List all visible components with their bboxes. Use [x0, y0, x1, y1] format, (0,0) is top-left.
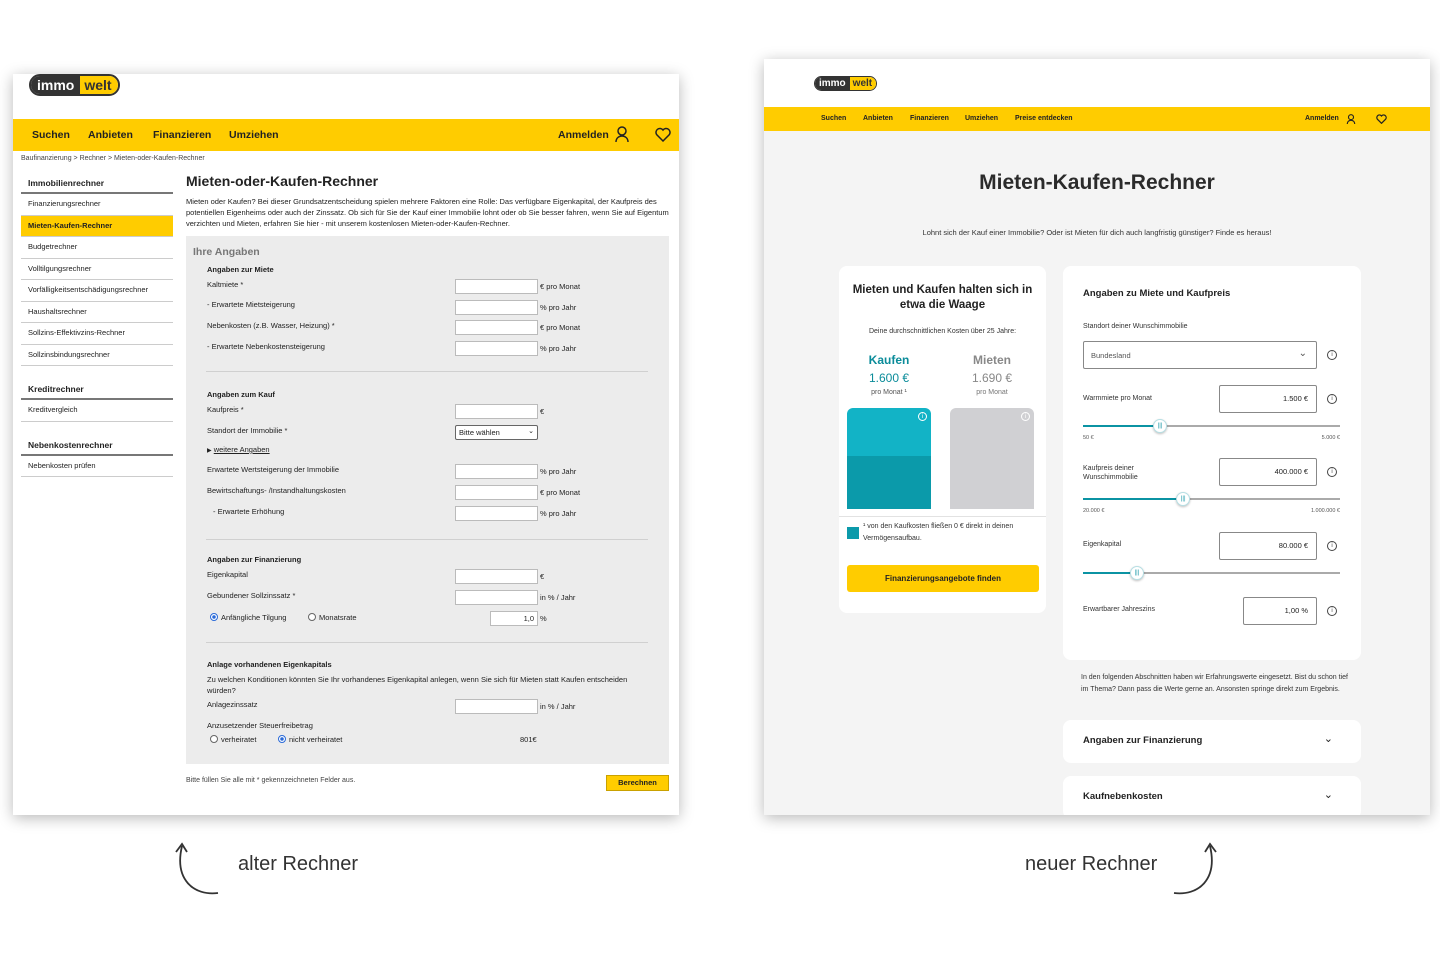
warmmiete-slider-handle[interactable]: |||	[1153, 419, 1167, 433]
unit-label: in % / Jahr	[540, 702, 576, 711]
heart-icon[interactable]	[1376, 114, 1387, 124]
mieten-period: pro Monat	[976, 389, 1008, 396]
unit-label: %	[540, 614, 547, 623]
section-title-miete: Angaben zur Miete	[207, 265, 274, 274]
sidebar-item[interactable]: Haushaltsrechner	[21, 302, 173, 324]
label-bewirtschaftung: Bewirtschaftungs- /Instandhaltungskosten	[207, 486, 346, 495]
label-eigenkapital: Eigenkapital	[1083, 541, 1122, 548]
unit-label: % pro Jahr	[540, 344, 577, 353]
kaufen-bar-bottom	[847, 456, 931, 509]
nav-umziehen[interactable]: Umziehen	[229, 129, 279, 141]
login-link[interactable]: Anmelden	[1305, 115, 1339, 122]
select-value: Bitte wählen	[459, 428, 500, 437]
sidebar-item[interactable]: Kreditvergleich	[21, 400, 173, 422]
label-mietsteigerung: - Erwartete Mietsteigerung	[207, 300, 295, 309]
nebenkostensteigerung-input[interactable]	[455, 341, 538, 356]
caption-old: alter Rechner	[238, 853, 359, 875]
radio-tilgung[interactable]	[210, 613, 286, 622]
divider	[206, 539, 648, 540]
sidebar-item[interactable]: Finanzierungsrechner	[21, 194, 173, 216]
main-nav	[13, 119, 679, 151]
label-nebenkosten: Nebenkosten (z.B. Wasser, Heizung) *	[207, 321, 335, 330]
logo-left: immo	[815, 77, 850, 90]
label-kaufpreis: Kaufpreis *	[207, 405, 244, 414]
calculate-button[interactable]: Berechnen	[606, 775, 669, 791]
unit-label: €	[540, 572, 545, 581]
kaufpreis-input[interactable]	[455, 404, 538, 419]
radio-button[interactable]	[308, 613, 316, 621]
accordion-label: Kaufnebenkosten	[1083, 791, 1163, 802]
nav-suchen[interactable]: Suchen	[821, 115, 847, 122]
info-icon[interactable]: i	[1327, 606, 1337, 616]
sidebar-group-title: Immobilienrechner	[21, 174, 173, 194]
unit-label: € pro Monat	[540, 282, 581, 291]
nebenkosten-input[interactable]	[455, 320, 538, 335]
slider-fill	[1083, 425, 1160, 427]
result-card	[839, 266, 1046, 613]
footnote: Bitte füllen Sie alle mit * gekennzeichneten Felder aus.	[186, 777, 356, 784]
erhoehung-input[interactable]	[455, 506, 538, 521]
eigenkapital-slider-handle[interactable]: |||	[1130, 566, 1144, 580]
nav-finanzieren[interactable]: Finanzieren	[910, 115, 949, 122]
radio-button-selected[interactable]	[210, 613, 218, 621]
sidebar-item[interactable]: Nebenkosten prüfen	[21, 456, 173, 478]
immowelt-logo[interactable]	[814, 76, 877, 91]
unit-label: € pro Monat	[540, 323, 581, 332]
label-sollzins: Gebundener Sollzinssatz *	[207, 591, 296, 600]
warmmiete-input[interactable]: 1.500 €	[1219, 385, 1317, 413]
user-icon[interactable]	[614, 125, 630, 143]
info-icon[interactable]: i	[1327, 350, 1337, 360]
unit-label: €	[540, 407, 545, 416]
unit-label: % pro Jahr	[540, 467, 577, 476]
bewirtschaftung-input[interactable]	[455, 485, 538, 500]
mieten-bar[interactable]	[950, 408, 1034, 509]
info-icon[interactable]: i	[1327, 541, 1337, 551]
info-icon[interactable]: i	[1327, 394, 1337, 404]
select-value: Bundesland	[1091, 351, 1131, 360]
wertsteigerung-input[interactable]	[455, 464, 538, 479]
legend-swatch	[847, 527, 859, 539]
radio-monatsrate[interactable]	[308, 613, 357, 622]
label-anlagezins: Anlagezinssatz	[207, 700, 258, 709]
sidebar-group-title: Nebenkostenrechner	[21, 436, 173, 456]
logo-right: welt	[80, 76, 117, 94]
accordion-kaufnebenkosten[interactable]	[1063, 776, 1361, 815]
slider-min: 20.000 €	[1083, 508, 1105, 514]
slider-fill	[1083, 498, 1183, 500]
eigenkapital-input[interactable]	[455, 569, 538, 584]
unit-label: % pro Jahr	[540, 509, 577, 518]
more-details-toggle[interactable]	[207, 445, 270, 454]
input-card	[1063, 266, 1361, 660]
section-title-finanzierung: Angaben zur Finanzierung	[207, 555, 302, 564]
label-erhoehung: - Erwartete Erhöhung	[213, 507, 285, 516]
nav-finanzieren[interactable]: Finanzieren	[153, 129, 212, 141]
old-calculator-screenshot	[13, 74, 679, 815]
label-steuerfreibetrag: Anzusetzender Steuerfreibetrag	[207, 721, 313, 730]
sidebar-item-active[interactable]: Mieten-Kaufen-Rechner	[21, 216, 173, 238]
kaltmiete-input[interactable]	[455, 279, 538, 294]
nav-suchen[interactable]: Suchen	[32, 129, 70, 141]
divider	[839, 516, 1046, 517]
caption-new: neuer Rechner	[1025, 853, 1158, 875]
chevron-down-icon: ⌄	[1323, 789, 1333, 801]
slider-fill	[1083, 572, 1137, 574]
tilgung-input[interactable]: 1,0	[490, 611, 538, 626]
page-title: Mieten-oder-Kaufen-Rechner	[186, 173, 379, 189]
anlagezins-input[interactable]	[455, 699, 538, 714]
sollzins-input[interactable]	[455, 590, 538, 605]
logo-left: immo	[31, 76, 80, 94]
unit-label: in % / Jahr	[540, 593, 576, 602]
label-standort: Standort deiner Wunschimmobilie	[1083, 323, 1188, 330]
section-title-anlage: Anlage vorhandenen Eigenkapitals	[207, 660, 332, 669]
immowelt-logo[interactable]	[29, 74, 120, 96]
form-title: Angaben zu Miete und Kaufpreis	[1083, 288, 1231, 299]
finance-offers-button[interactable]: Finanzierungsangebote finden	[847, 565, 1039, 592]
nav-anbieten[interactable]: Anbieten	[88, 129, 133, 141]
kaufen-label: Kaufen	[868, 353, 910, 367]
mietsteigerung-input[interactable]	[455, 300, 538, 315]
sidebar-item[interactable]: Sollzins-Effektivzins-Rechner	[21, 323, 173, 345]
slider-min: 50 €	[1083, 435, 1094, 441]
info-icon[interactable]: i	[1021, 412, 1030, 421]
label-eigenkapital: Eigenkapital	[207, 570, 248, 579]
nav-umziehen[interactable]: Umziehen	[965, 115, 999, 122]
sidebar	[21, 174, 173, 477]
radio-label: Monatsrate	[319, 613, 357, 622]
divider	[206, 371, 648, 372]
kaufen-period: pro Monat ¹	[871, 389, 907, 396]
anlage-text: Zu welchen Konditionen könnten Sie Ihr vorhandenes Eigenkapital anlegen, wenn Sie sich für Mieten statt Kaufen entscheiden würden?	[207, 675, 628, 695]
curved-arrow-icon	[172, 838, 222, 898]
label-wertsteigerung: Erwartete Wertsteigerung der Immobilie	[207, 465, 339, 474]
unit-label: % pro Jahr	[540, 303, 577, 312]
freibetrag-value: 801€	[520, 735, 537, 744]
page-title: Mieten-Kaufen-Rechner	[979, 171, 1215, 194]
more-details-link[interactable]: weitere Angaben	[213, 445, 270, 454]
sidebar-item[interactable]: Sollzinsbindungsrechner	[21, 345, 173, 367]
sidebar-item[interactable]: Budgetrechner	[21, 237, 173, 259]
section-title-kauf: Angaben zum Kauf	[207, 390, 275, 399]
triangle-right-icon: ▶	[207, 448, 212, 454]
form-title: Ihre Angaben	[193, 246, 260, 258]
radio-button-selected[interactable]	[278, 735, 286, 743]
kaufpreis-input[interactable]: 400.000 €	[1219, 458, 1317, 486]
nav-preise-entdecken[interactable]: Preise entdecken	[1015, 115, 1073, 122]
mieten-value: 1.690 €	[971, 371, 1013, 385]
unit-label: € pro Monat	[540, 488, 581, 497]
accordion-label: Angaben zur Finanzierung	[1083, 735, 1203, 746]
slider-max: 1.000.000 €	[1310, 508, 1340, 514]
result-subline: Deine durchschnittlichen Kosten über 25 Jahre:	[868, 328, 1017, 335]
subtitle: Lohnt sich der Kauf einer Immobilie? Oder ist Mieten für dich auch langfristig günstiger? Finde es heraus!	[922, 228, 1272, 237]
mieten-label: Mieten	[972, 353, 1011, 367]
sidebar-item[interactable]: Volltilgungsrechner	[21, 259, 173, 281]
kaufen-value: 1.600 €	[868, 371, 910, 385]
info-icon[interactable]: i	[1327, 467, 1337, 477]
sidebar-group-title: Kreditrechner	[21, 380, 173, 400]
label-jahreszins: Erwartbarer Jahreszins	[1083, 606, 1155, 613]
hint-text: In den folgenden Abschnitten haben wir Erfahrungswerte eingesetzt. Bist du schon tief im Thema? Dann pass die Werte gerne an. Ansonsten springe direkt zum Ergebnis.	[1081, 674, 1348, 693]
label-nebenkostensteigerung: - Erwartete Nebenkostensteigerung	[207, 342, 325, 351]
radio-label: nicht verheiratet	[289, 735, 343, 744]
user-icon[interactable]	[1346, 113, 1356, 125]
eigenkapital-input[interactable]: 80.000 €	[1219, 532, 1317, 560]
label-kaltmiete: Kaltmiete *	[207, 280, 244, 289]
accordion-finanzierung[interactable]	[1063, 720, 1361, 763]
chevron-down-icon: ⌄	[528, 428, 534, 435]
divider	[206, 642, 648, 643]
radio-label: verheiratet	[221, 735, 257, 744]
chevron-down-icon: ⌄	[1323, 733, 1333, 745]
chevron-down-icon: ⌄	[1298, 348, 1307, 359]
new-calculator-screenshot	[764, 59, 1430, 815]
heart-icon[interactable]	[655, 127, 671, 142]
sidebar-item[interactable]: Vorfälligkeitsentschädigungsrechner	[21, 280, 173, 302]
info-icon[interactable]: i	[918, 412, 927, 421]
kaufen-bar[interactable]	[847, 408, 931, 509]
radio-button[interactable]	[210, 735, 218, 743]
label-kaufpreis: Kaufpreis deiner Wunschimmobilie	[1083, 465, 1138, 481]
logo-right: welt	[850, 77, 876, 90]
nav-anbieten[interactable]: Anbieten	[863, 115, 893, 122]
login-link[interactable]: Anmelden	[558, 129, 609, 141]
label-standort: Standort der Immobilie *	[207, 426, 288, 435]
main-nav	[764, 107, 1430, 131]
jahreszins-input[interactable]: 1,00 %	[1243, 597, 1317, 625]
kaufpreis-slider-handle[interactable]: |||	[1176, 492, 1190, 506]
radio-verheiratet[interactable]	[210, 735, 256, 744]
intro-text: Mieten oder Kaufen? Bei dieser Grundsatzentscheidung spielen mehrere Faktoren eine Rolle: Das verfügbare Eigenkapital, der Kaufpreis des potentiellen Eigenheims oder auch der Zinssatz. Ob sich für Sie der Kauf einer Immobilie lohnt oder ob Sie besser fahren, wenn Sie auf Eigentum verzichten und Mieten, erfahren Sie hier - mit unserem kostenlosen Mieten-oder-Kaufen-Rechner.	[186, 197, 669, 228]
footnote: ¹ von den Kaufkosten fließen 0 € direkt in deinen Vermögensaufbau.	[863, 523, 1014, 542]
curved-arrow-icon	[1170, 838, 1220, 898]
slider-max: 5.000 €	[1321, 435, 1340, 441]
radio-label: Anfängliche Tilgung	[221, 613, 287, 622]
standort-select[interactable]	[455, 425, 538, 440]
label-warmmiete: Warmmiete pro Monat	[1083, 395, 1152, 402]
radio-nicht-verheiratet[interactable]	[278, 735, 342, 744]
bundesland-select[interactable]	[1083, 341, 1317, 369]
breadcrumb[interactable]: Baufinanzierung > Rechner > Mieten-oder-Kaufen-Rechner	[21, 155, 205, 162]
result-headline: Mieten und Kaufen halten sich in etwa die Waage	[852, 284, 1033, 311]
